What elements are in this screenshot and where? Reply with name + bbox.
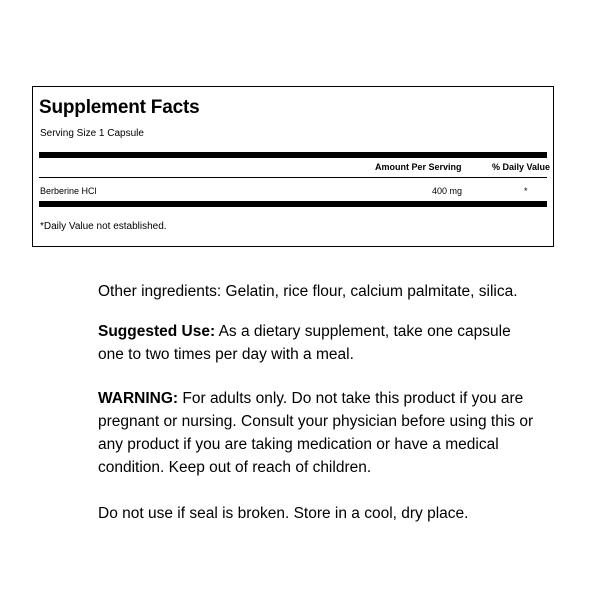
warning-text: For adults only. Do not take this product if you are pregnant or nursing. Consult your physician before using this or any product if you are taking medication or have a medical condition. Keep out of reach of children. <box>98 390 534 476</box>
ingredient-name: Berberine HCl <box>40 186 97 196</box>
daily-value-header: % Daily Value <box>492 162 551 172</box>
thin-divider <box>39 177 547 178</box>
thick-divider <box>39 152 547 158</box>
warning-label: WARNING: <box>98 390 179 407</box>
storage-instructions: Do not use if seal is broken. Store in a cool, dry place. <box>98 505 469 522</box>
ingredient-daily-value: * <box>524 186 528 196</box>
supplement-facts-panel <box>32 86 554 247</box>
facts-title: Supplement Facts <box>39 97 200 118</box>
serving-size: Serving Size 1 Capsule <box>40 128 144 139</box>
thick-divider-bottom <box>39 201 547 207</box>
suggested-use-text: As a dietary supplement, take one capsule one to two times per day with a meal. <box>98 323 511 363</box>
other-ingredients: Other ingredients: Gelatin, rice flour, calcium palmitate, silica. <box>98 283 518 300</box>
amount-header: Amount Per Serving <box>375 162 462 172</box>
suggested-use-label: Suggested Use: <box>98 323 216 340</box>
suggested-use <box>98 320 538 366</box>
warning <box>98 387 538 479</box>
footnote: *Daily Value not established. <box>40 221 167 232</box>
ingredient-amount: 400 mg <box>432 186 463 196</box>
